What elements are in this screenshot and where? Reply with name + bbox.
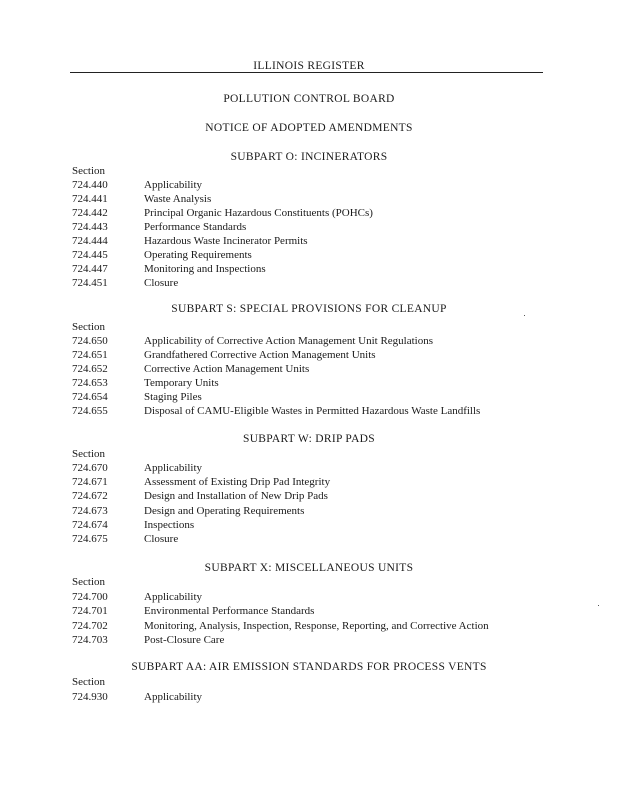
section-number: 724.652 — [72, 363, 108, 375]
section-title: Grandfathered Corrective Action Management Units — [144, 349, 376, 361]
toc-row — [72, 620, 542, 634]
section-title: Performance Standards — [144, 221, 247, 233]
register-header — [0, 60, 618, 72]
section-number: 724.441 — [72, 193, 108, 205]
section-number: 724.650 — [72, 335, 108, 347]
section-title: Operating Requirements — [144, 249, 252, 261]
subpart-o-heading: SUBPART O: INCINERATORS — [230, 151, 388, 163]
section-number: 724.447 — [72, 263, 108, 275]
toc-row — [72, 476, 542, 490]
section-title: Closure — [144, 277, 179, 289]
section-label: Section — [72, 448, 105, 460]
scan-speck — [524, 315, 525, 316]
subpart-w-heading: SUBPART W: DRIP PADS — [243, 433, 375, 445]
section-number: 724.451 — [72, 277, 108, 289]
section-number: 724.655 — [72, 405, 108, 417]
section-title: Applicability — [144, 462, 203, 474]
section-number: 724.700 — [72, 591, 108, 603]
section-title: Closure — [144, 533, 179, 545]
section-title: Applicability of Corrective Action Management Unit Regulations — [144, 335, 433, 347]
register-title: ILLINOIS REGISTER — [249, 60, 368, 72]
subpart-x-heading: SUBPART X: MISCELLANEOUS UNITS — [204, 562, 414, 574]
section-number: 724.674 — [72, 519, 108, 531]
section-label: Section — [72, 321, 105, 333]
toc-row — [72, 462, 542, 476]
section-number: 724.701 — [72, 605, 108, 617]
section-number: 724.442 — [72, 207, 108, 219]
toc-row — [72, 277, 542, 291]
section-title: Waste Analysis — [144, 193, 212, 205]
section-title: Inspections — [144, 519, 195, 531]
header-rule — [70, 72, 543, 73]
agency-title: POLLUTION CONTROL BOARD — [223, 93, 395, 105]
subpart-aa-heading: SUBPART AA: AIR EMISSION STANDARDS FOR PROCESS VENTS — [131, 661, 487, 673]
toc-row — [72, 591, 542, 605]
toc-row — [72, 405, 542, 419]
subpart-s-heading: SUBPART S: SPECIAL PROVISIONS FOR CLEANUP — [171, 303, 447, 315]
section-label: Section — [72, 165, 105, 177]
toc-row — [72, 691, 542, 705]
section-title: Staging Piles — [144, 391, 202, 403]
section-title: Applicability — [144, 691, 203, 703]
section-title: Monitoring, Analysis, Inspection, Response, Reporting, and Corrective Action — [144, 620, 489, 632]
toc-row — [72, 490, 542, 504]
scan-speck — [598, 605, 599, 606]
section-number: 724.440 — [72, 179, 108, 191]
section-title: Post-Closure Care — [144, 634, 225, 646]
toc-row — [72, 221, 542, 235]
section-number: 724.654 — [72, 391, 108, 403]
section-number: 724.445 — [72, 249, 108, 261]
toc-row — [72, 249, 542, 263]
section-number: 724.702 — [72, 620, 108, 632]
toc-row — [72, 505, 542, 519]
toc-row — [72, 263, 542, 277]
toc-row — [72, 391, 542, 405]
section-title: Assessment of Existing Drip Pad Integrity — [144, 476, 331, 488]
section-number: 724.930 — [72, 691, 108, 703]
section-title: Corrective Action Management Units — [144, 363, 310, 375]
section-title: Monitoring and Inspections — [144, 263, 266, 275]
section-title: Environmental Performance Standards — [144, 605, 315, 617]
section-title: Applicability — [144, 591, 203, 603]
toc-row — [72, 193, 542, 207]
section-title: Applicability — [144, 179, 203, 191]
toc-row — [72, 377, 542, 391]
section-number: 724.671 — [72, 476, 108, 488]
toc-row — [72, 519, 542, 533]
toc-row — [72, 605, 542, 619]
toc-row — [72, 335, 542, 349]
section-label: Section — [72, 576, 105, 588]
section-number: 724.670 — [72, 462, 108, 474]
section-number: 724.703 — [72, 634, 108, 646]
toc-row — [72, 179, 542, 193]
toc-row — [72, 207, 542, 221]
toc-row — [72, 349, 542, 363]
section-number: 724.443 — [72, 221, 108, 233]
section-title: Hazardous Waste Incinerator Permits — [144, 235, 308, 247]
section-number: 724.653 — [72, 377, 108, 389]
toc-row — [72, 235, 542, 249]
section-title: Design and Installation of New Drip Pads — [144, 490, 328, 502]
toc-row — [72, 363, 542, 377]
section-number: 724.672 — [72, 490, 108, 502]
section-number: 724.673 — [72, 505, 108, 517]
section-number: 724.651 — [72, 349, 108, 361]
section-title: Principal Organic Hazardous Constituents (POHCs) — [144, 207, 373, 219]
section-title: Temporary Units — [144, 377, 219, 389]
section-number: 724.444 — [72, 235, 108, 247]
toc-row — [72, 533, 542, 547]
section-title: Disposal of CAMU-Eligible Wastes in Permitted Hazardous Waste Landfills — [144, 405, 481, 417]
section-title: Design and Operating Requirements — [144, 505, 305, 517]
section-number: 724.675 — [72, 533, 108, 545]
toc-row — [72, 634, 542, 648]
section-label: Section — [72, 676, 105, 688]
notice-title: NOTICE OF ADOPTED AMENDMENTS — [205, 122, 413, 134]
